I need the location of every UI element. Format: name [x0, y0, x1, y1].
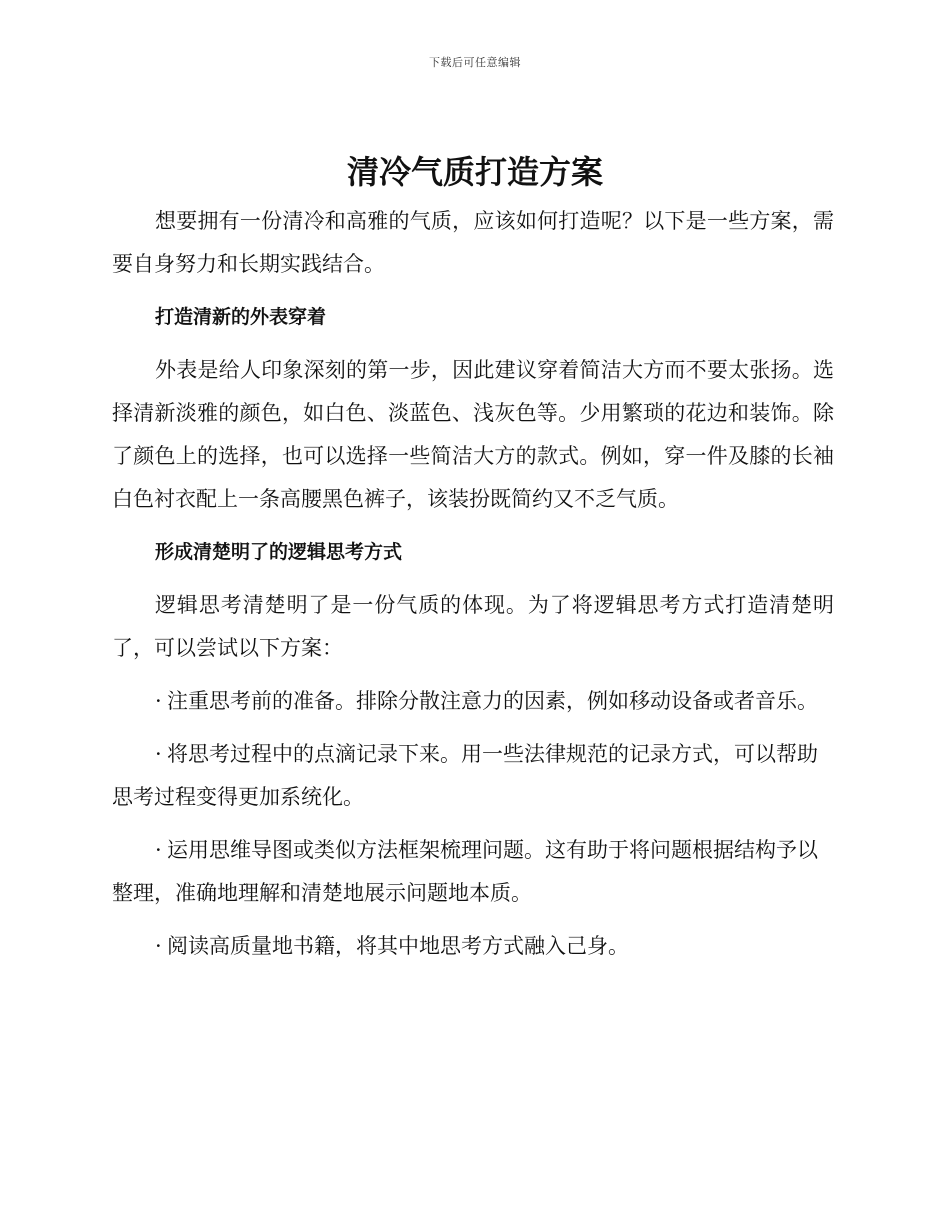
section-heading-appearance: 打造清新的外表穿着 [155, 306, 327, 328]
bullet-item-text: 运用思维导图或类似方法框架梳理问题。这有助于将问题根据结构予以整理，准确地理解和清楚地展示问题地本质。 [112, 838, 818, 905]
bullet-item [112, 829, 834, 915]
bullet-item [112, 733, 834, 819]
header-note: 下载后可任意编辑 [429, 56, 521, 69]
bullet-dot: · [155, 838, 162, 862]
section-paragraph-logic: 逻辑思考清楚明了是一份气质的体现。为了将逻辑思考方式打造清楚明了，可以尝试以下方案： [112, 593, 834, 660]
bullet-dot: · [155, 689, 162, 713]
bullet-item-text: 将思考过程中的点滴记录下来。用一些法律规范的记录方式，可以帮助思考过程变得更加系统化。 [112, 742, 818, 809]
intro-paragraph: 想要拥有一份清冷和高雅的气质，应该如何打造呢？以下是一些方案，需要自身努力和长期实践结合。 [112, 209, 834, 276]
section-heading-logic: 形成清楚明了的逻辑思考方式 [155, 541, 403, 563]
bullet-item-text: 注重思考前的准备。排除分散注意力的因素，例如移动设备或者音乐。 [167, 689, 818, 713]
bullet-item [112, 680, 834, 723]
bullet-item [112, 925, 834, 968]
bullet-dot: · [155, 742, 162, 766]
document-body [112, 200, 834, 978]
section-paragraph-appearance: 外表是给人印象深刻的第一步，因此建议穿着简洁大方而不要太张扬。选择清新淡雅的颜色，如白色、淡蓝色、浅灰色等。少用繁琐的花边和装饰。除了颜色上的选择，也可以选择一些简洁大方的款式。例如，穿一件及膝的长袖白色衬衣配上一条高腰黑色裤子，该装扮既简约又不乏气质。 [112, 358, 834, 511]
page-title: 清冷气质打造方案 [346, 153, 603, 191]
bullet-item-text: 阅读高质量地书籍，将其中地思考方式融入己身。 [167, 934, 629, 958]
bullet-dot: · [155, 934, 162, 958]
